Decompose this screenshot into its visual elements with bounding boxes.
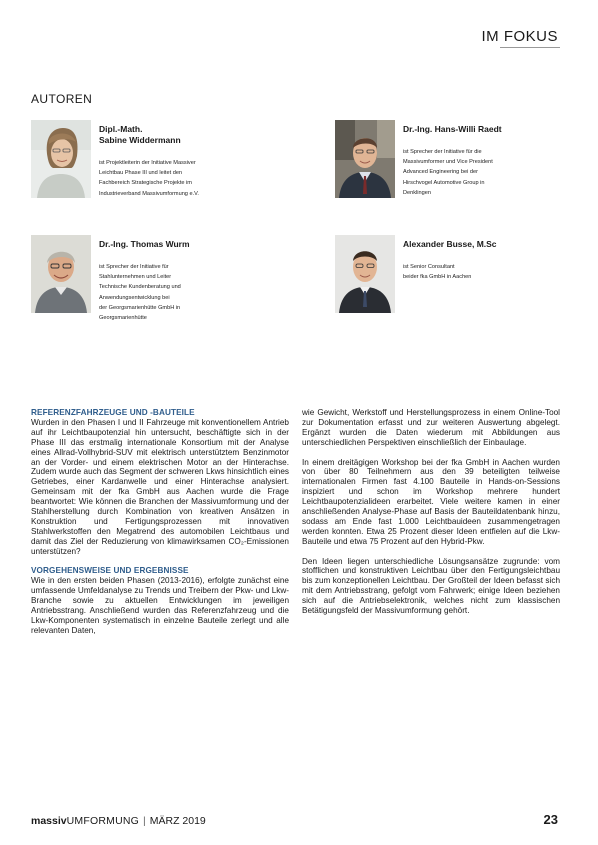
authors-heading: AUTOREN (31, 92, 93, 106)
footer-separator: | (143, 815, 146, 827)
portrait-photo-wurm (31, 235, 91, 313)
brand-massiv: massiv (31, 815, 67, 827)
author-info (99, 235, 264, 323)
author-name-line: Dr.-Ing. Hans-Willi Raedt (403, 124, 502, 134)
author-bio-line: Georgsmarienhütte (99, 315, 147, 322)
author-bio-line: Technische Kundenberatung und (99, 284, 181, 291)
article-paragraph: Wurden in den Phasen I und II Fahrzeuge mit konventionellem Antrieb auf ihr Leichtbaupotenzial hin untersucht, beschäftigte sich in der Phase III das erstmalig internationale Konsortium mit der Analyse eines Allrad-Vollhybrid-SUV mit elektrisch unterstütztem Benzinmotor an der Vorder- und einem elektrischen Motor an der Hinterachse. Zudem wurde auch das Segment der schweren Lkws hinsichtlich eines Getriebes, einer Kardanwelle und einer Hinterachse analysiert. Gemeinsam mit der fka GmbH aus Aachen wurde die Frage beantwortet: Wie können die Branchen der Massivumformung und der Stahlherstellung durch Kombination von kreativen Ansätzen in Konstruktion und Fertigungsprozessen mit innovativen Stahlwerkstoffen den Megatrend des automobilen Leichtbaus und damit das Ziel der Reduzierung von klimawirksamen CO₂-Emissionen unterstützen? (31, 417, 289, 556)
author-bio (403, 147, 568, 198)
author-name-line: Alexander Busse, M.Sc (403, 239, 497, 249)
author-bio-line: Fachbereich Strategische Projekte im (99, 180, 192, 187)
author-bio-line: der Georgsmarienhütte GmbH in (99, 304, 181, 311)
author-bio-line: Hirschvogel Automotive Group in (403, 179, 485, 186)
author-bio-line: ist Sprecher der Initiative für die (403, 149, 482, 155)
article-heading-approach: VORGEHENSWEISE UND ERGEBNISSE (31, 566, 189, 576)
page-number: 23 (543, 812, 558, 827)
author-bio-line: Advanced Engineering bei der (403, 169, 478, 176)
author-name (403, 239, 568, 250)
author-name-line: Sabine Widdermann (99, 135, 181, 145)
author-bio-line: Massivumformer und Vice President (403, 159, 493, 166)
author-name-line: Dr.-Ing. Thomas Wurm (99, 239, 190, 249)
author-info (403, 120, 568, 198)
author-bio-line: Denklingen (403, 189, 431, 196)
author-info (403, 235, 568, 282)
footer-publication (31, 815, 206, 827)
article-paragraph: Wie in den ersten beiden Phasen (2013-2016), erfolgte zunächst eine umfassende Umfeldanalyse zu Trends und Treibern der Pkw- und Lkw-Branche sowie zu aktuellen Entwicklungen im jeweiligen Antriebsstrang. Anschließend wurden das Referenzfahrzeug und die Lkw-Komponenten systematisch in einzelne Bauteile zerlegt und alle relevanten Daten, (31, 576, 289, 635)
author-name (99, 124, 264, 146)
author-bio (99, 262, 264, 323)
author-bio (403, 262, 568, 282)
author-bio-line: Industrieverband Massivumformung e.V. (99, 190, 199, 197)
author-info (99, 120, 264, 199)
portrait-photo-widdermann (31, 120, 91, 198)
article-column-left (31, 408, 289, 636)
article-paragraph: wie Gewicht, Werkstoff und Herstellungsprozess in einem Online-Tool zur Dokumentation erfasst und zur weiteren Auswertung abgelegt. Ergänzt wurden die Daten wiederum mit Abbildungen aus unterschiedlichen Perspektiven einschließlich der Einbaulage. (302, 408, 560, 447)
article-paragraph: Den Ideen liegen unterschiedliche Lösungsansätze zugrunde: vom stofflichen und konstruktiven Leichtbau über den Fertigungsleichtbau bis zum konzeptionellen Leichtbau. Der Großteil der Ideen befasst sich mit dem Antriebsstrang, gefolgt vom Fahrwerk; einige Ideen beziehen sich auf die Antriebselektronik, welches nicht zum klassischen Betätigungsfeld der Massivumformung gehört. (302, 556, 560, 616)
footer-issue-date: MÄRZ 2019 (149, 815, 206, 827)
portrait-photo-busse (335, 235, 395, 313)
author-bio (99, 158, 264, 199)
section-tag: IM FOKUS (481, 28, 558, 45)
author-bio-line: ist Projektleiterin der Initiative Massiver (99, 160, 196, 166)
author-bio-line: beider fka GmbH in Aachen (403, 274, 472, 281)
brand-umformung: UMFORMUNG (66, 815, 139, 827)
author-bio-line: Leichtbau Phase III und leitet den (99, 170, 183, 177)
portrait-photo-raedt (335, 120, 395, 198)
article-heading-reference-vehicles: REFERENZFAHRZEUGE UND -BAUTEILE (31, 408, 195, 417)
author-name (99, 239, 264, 250)
section-tag-rule (500, 47, 560, 48)
author-bio-line: ist Sprecher der Initiative für (99, 264, 169, 270)
author-bio-line: Anwendungsentwicklung bei (99, 294, 170, 301)
author-title-line: Dipl.-Math. (99, 124, 143, 134)
author-bio-line: Stahlunternehmen und Leiter (99, 274, 172, 281)
article-paragraph: In einem dreitägigen Workshop bei der fka GmbH in Aachen wurden von über 80 Teilnehmern aus den 39 beteiligten teilweise internationalen Firmen fast 4.100 Bauteile in Hands-on-Sessions inspiziert und schon im Workshop mehrere hundert Leichtbaupotenzialideen erarbeitet. Viele weitere kamen in einer anschließenden Analyse-Phase auf Basis der Bauteildatenbank hinzu, sodass am Ende fast 1.000 Leichtbauideen zusammengetragen werden konnten. Etwa 25 Prozent dieser Ideen entfielen auf die Lkw-Bauteile und etwa 75 Prozent auf den Hybrid-Pkw. (302, 457, 560, 546)
article-column-right (302, 408, 560, 616)
author-bio-line: ist Senior Consultant (403, 264, 455, 270)
author-name (403, 124, 568, 135)
